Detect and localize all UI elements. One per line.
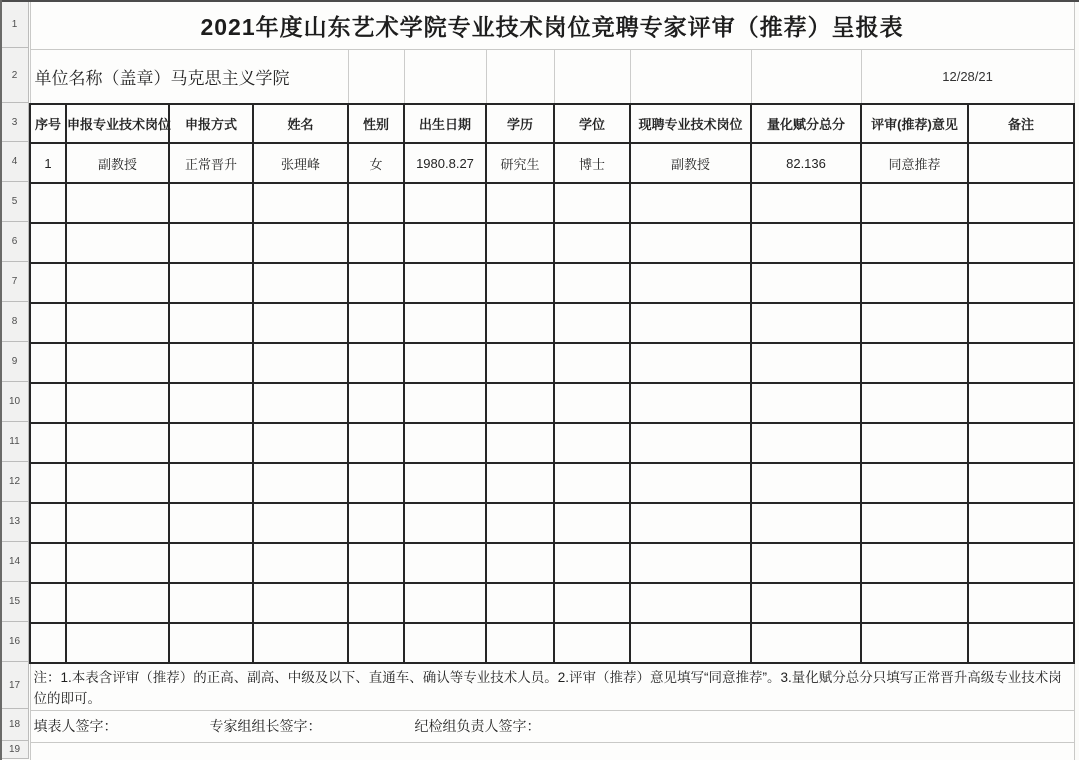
empty-cell[interactable] (66, 343, 169, 383)
empty-cell[interactable] (486, 423, 554, 463)
empty-cell[interactable] (861, 223, 968, 263)
empty-cell[interactable] (630, 583, 751, 623)
row-number-cell[interactable]: 2 (0, 48, 29, 103)
empty-cell[interactable] (169, 623, 253, 663)
table-row (30, 223, 1074, 263)
empty-cell[interactable] (66, 383, 169, 423)
empty-cell[interactable] (486, 223, 554, 263)
empty-cell[interactable] (30, 463, 66, 503)
empty-cell[interactable] (348, 583, 404, 623)
empty-cell[interactable] (253, 623, 348, 663)
filler-signature-label: 填表人签字： (33, 718, 118, 734)
empty-cell[interactable] (404, 463, 486, 503)
empty-cell[interactable] (30, 623, 66, 663)
empty-cell[interactable] (861, 383, 968, 423)
column-header-8[interactable]: 现聘专业技术岗位 (630, 104, 751, 143)
empty-cell[interactable] (554, 343, 630, 383)
empty-cell[interactable] (554, 303, 630, 343)
empty-cell[interactable] (751, 303, 861, 343)
column-header-10[interactable]: 评审(推荐)意见 (861, 104, 968, 143)
row-number-cell[interactable]: 4 (0, 142, 29, 182)
table-row (30, 503, 1074, 543)
data-cell[interactable]: 正常晋升 (169, 143, 253, 183)
empty-cell[interactable] (66, 583, 169, 623)
discipline-inspector-signature-label: 纪检组负责人签字： (414, 718, 541, 734)
empty-cell[interactable] (630, 303, 751, 343)
row-number-cell[interactable]: 11 (0, 422, 29, 462)
data-cell[interactable]: 副教授 (66, 143, 169, 183)
empty-cell[interactable] (751, 423, 861, 463)
empty-cell[interactable] (66, 463, 169, 503)
unit-row-empty-cell[interactable] (630, 49, 751, 104)
empty-cell[interactable] (66, 543, 169, 583)
empty-cell[interactable] (861, 503, 968, 543)
empty-cell[interactable] (630, 263, 751, 303)
unit-row-empty-cell[interactable] (348, 49, 404, 104)
empty-cell[interactable] (968, 463, 1074, 503)
empty-cell[interactable] (751, 503, 861, 543)
row-number-cell[interactable]: 14 (0, 542, 29, 582)
empty-cell[interactable] (169, 543, 253, 583)
empty-cell[interactable] (861, 423, 968, 463)
empty-cell[interactable] (554, 383, 630, 423)
empty-cell[interactable] (968, 343, 1074, 383)
empty-cell[interactable] (554, 543, 630, 583)
empty-cell[interactable] (968, 623, 1074, 663)
empty-cell[interactable] (554, 183, 630, 223)
empty-cell[interactable] (348, 543, 404, 583)
empty-cell[interactable] (404, 303, 486, 343)
data-cell[interactable]: 1 (30, 143, 66, 183)
table-row (30, 343, 1074, 383)
empty-cell[interactable] (30, 383, 66, 423)
empty-cell[interactable] (554, 423, 630, 463)
empty-cell[interactable] (486, 183, 554, 223)
empty-cell[interactable] (861, 583, 968, 623)
empty-cell[interactable] (404, 223, 486, 263)
empty-cell[interactable] (630, 543, 751, 583)
empty-cell[interactable] (348, 303, 404, 343)
empty-cell[interactable] (751, 343, 861, 383)
data-cell[interactable]: 同意推荐 (861, 143, 968, 183)
column-header-4[interactable]: 性别 (348, 104, 404, 143)
empty-cell[interactable] (30, 263, 66, 303)
empty-cell[interactable] (861, 623, 968, 663)
column-header-6[interactable]: 学历 (486, 104, 554, 143)
empty-cell[interactable] (253, 503, 348, 543)
data-cell[interactable]: 副教授 (630, 143, 751, 183)
empty-cell[interactable] (404, 583, 486, 623)
empty-cell[interactable] (30, 543, 66, 583)
empty-cell[interactable] (253, 583, 348, 623)
empty-cell[interactable] (169, 263, 253, 303)
empty-cell[interactable] (404, 383, 486, 423)
data-cell[interactable]: 研究生 (486, 143, 554, 183)
signature-cell[interactable] (30, 710, 1074, 742)
row-number-cell[interactable]: 18 (0, 709, 29, 741)
empty-cell[interactable] (348, 223, 404, 263)
empty-cell[interactable] (404, 543, 486, 583)
empty-cell[interactable] (968, 183, 1074, 223)
row-number-gutter (0, 0, 29, 759)
sheet-left-border (0, 0, 2, 760)
empty-cell[interactable] (169, 183, 253, 223)
empty-cell[interactable] (751, 543, 861, 583)
empty-cell[interactable] (751, 183, 861, 223)
table-row (30, 303, 1074, 343)
empty-cell[interactable] (861, 463, 968, 503)
column-header-1[interactable]: 申报专业技术岗位 (66, 104, 169, 143)
row-number-cell[interactable]: 10 (0, 382, 29, 422)
empty-cell[interactable] (404, 343, 486, 383)
empty-cell[interactable] (30, 423, 66, 463)
empty-cell[interactable] (30, 583, 66, 623)
empty-cell[interactable] (66, 223, 169, 263)
empty-cell[interactable] (968, 223, 1074, 263)
table-row (30, 543, 1074, 583)
empty-cell[interactable] (751, 463, 861, 503)
table-row (30, 183, 1074, 223)
empty-cell[interactable] (486, 383, 554, 423)
empty-cell[interactable] (66, 303, 169, 343)
column-header-11[interactable]: 备注 (968, 104, 1074, 143)
empty-cell[interactable] (253, 223, 348, 263)
data-cell[interactable]: 张理峰 (253, 143, 348, 183)
empty-cell[interactable] (348, 423, 404, 463)
empty-cell[interactable] (968, 303, 1074, 343)
empty-cell[interactable] (404, 183, 486, 223)
empty-cell[interactable] (486, 543, 554, 583)
table-row (30, 623, 1074, 663)
empty-cell[interactable] (253, 543, 348, 583)
empty-cell[interactable] (968, 503, 1074, 543)
unit-row-empty-cell[interactable] (404, 49, 486, 104)
empty-cell[interactable] (554, 263, 630, 303)
unit-row-empty-cell[interactable] (554, 49, 630, 104)
table-row (30, 263, 1074, 303)
note-cell[interactable]: 注：1.本表含评审（推荐）的正高、副高、中级及以下、直通车、确认等专业技术人员。2.评审（推荐）意见填写“同意推荐”。3.量化赋分总分只填写正常晋升高级专业技术岗位的即可。 (30, 663, 1074, 710)
empty-cell[interactable] (554, 503, 630, 543)
row-number-cell[interactable]: 16 (0, 622, 29, 662)
empty-cell[interactable] (169, 463, 253, 503)
column-header-7[interactable]: 学位 (554, 104, 630, 143)
empty-cell[interactable] (169, 343, 253, 383)
empty-cell[interactable] (169, 503, 253, 543)
empty-cell[interactable] (861, 263, 968, 303)
empty-cell[interactable] (861, 303, 968, 343)
empty-cell[interactable] (253, 383, 348, 423)
empty-cell[interactable] (486, 303, 554, 343)
empty-cell[interactable] (404, 623, 486, 663)
data-cell[interactable] (968, 143, 1074, 183)
empty-cell[interactable] (554, 583, 630, 623)
empty-cell[interactable] (630, 343, 751, 383)
empty-cell[interactable] (486, 583, 554, 623)
title-cell[interactable]: 2021年度山东艺术学院专业技术岗位竞聘专家评审（推荐）呈报表 (30, 1, 1074, 49)
empty-cell[interactable] (486, 343, 554, 383)
table-row (30, 583, 1074, 623)
empty-cell[interactable] (968, 543, 1074, 583)
empty-cell[interactable] (554, 623, 630, 663)
row-number-cell[interactable]: 19 (0, 741, 29, 759)
empty-cell[interactable] (751, 223, 861, 263)
column-header-9[interactable]: 量化赋分总分 (751, 104, 861, 143)
empty-cell[interactable] (30, 183, 66, 223)
empty-cell[interactable] (554, 223, 630, 263)
row-number-cell[interactable]: 1 (0, 0, 29, 48)
table-row (30, 463, 1074, 503)
date-cell[interactable]: 12/28/21 (861, 49, 1074, 104)
column-header-5[interactable]: 出生日期 (404, 104, 486, 143)
empty-cell[interactable] (169, 223, 253, 263)
empty-cell[interactable] (30, 303, 66, 343)
empty-cell[interactable] (66, 263, 169, 303)
unit-row-empty-cell[interactable] (751, 49, 861, 104)
empty-cell[interactable] (630, 463, 751, 503)
empty-cell[interactable] (751, 583, 861, 623)
empty-cell[interactable] (968, 383, 1074, 423)
empty-cell[interactable] (169, 383, 253, 423)
empty-cell[interactable] (348, 503, 404, 543)
empty-cell[interactable] (30, 223, 66, 263)
empty-cell[interactable] (751, 383, 861, 423)
row-number-cell[interactable]: 6 (0, 222, 29, 262)
empty-cell[interactable] (348, 183, 404, 223)
row-number-cell[interactable]: 5 (0, 182, 29, 222)
empty-cell[interactable] (253, 343, 348, 383)
empty-cell[interactable] (404, 423, 486, 463)
empty-cell[interactable] (861, 183, 968, 223)
row-number-cell[interactable]: 8 (0, 302, 29, 342)
empty-cell[interactable] (968, 263, 1074, 303)
row-number-cell[interactable]: 13 (0, 502, 29, 542)
empty-cell[interactable] (630, 503, 751, 543)
column-header-2[interactable]: 申报方式 (169, 104, 253, 143)
expert-leader-signature-label: 专家组组长签字： (209, 718, 322, 734)
row-number-cell[interactable]: 15 (0, 582, 29, 622)
table-row (30, 423, 1074, 463)
empty-cell[interactable] (861, 343, 968, 383)
empty-cell[interactable] (66, 623, 169, 663)
empty-cell[interactable] (404, 263, 486, 303)
row-number-cell[interactable]: 7 (0, 262, 29, 302)
empty-cell[interactable] (348, 463, 404, 503)
row-number-cell[interactable]: 3 (0, 103, 29, 142)
empty-cell[interactable] (751, 623, 861, 663)
empty-cell[interactable] (968, 423, 1074, 463)
empty-cell[interactable] (348, 343, 404, 383)
report-table (29, 0, 1075, 760)
empty-cell[interactable] (30, 343, 66, 383)
empty-cell[interactable] (486, 503, 554, 543)
empty-cell[interactable] (66, 183, 169, 223)
column-header-0[interactable]: 序号 (30, 104, 66, 143)
empty-cell[interactable] (554, 463, 630, 503)
row-number-cell[interactable]: 9 (0, 342, 29, 382)
empty-cell[interactable] (861, 543, 968, 583)
unit-row-empty-cell[interactable] (486, 49, 554, 104)
empty-cell[interactable] (630, 383, 751, 423)
empty-cell[interactable] (968, 583, 1074, 623)
empty-cell[interactable] (630, 623, 751, 663)
empty-cell[interactable] (630, 183, 751, 223)
empty-cell[interactable] (169, 423, 253, 463)
empty-cell[interactable] (348, 383, 404, 423)
data-cell[interactable]: 82.136 (751, 143, 861, 183)
empty-cell[interactable] (404, 503, 486, 543)
empty-cell[interactable] (253, 183, 348, 223)
data-cell[interactable]: 博士 (554, 143, 630, 183)
empty-cell[interactable] (486, 623, 554, 663)
empty-cell[interactable] (348, 623, 404, 663)
unit-name-cell[interactable]: 单位名称（盖章）马克思主义学院 (30, 49, 348, 104)
empty-cell[interactable] (169, 303, 253, 343)
table-row (30, 383, 1074, 423)
empty-cell[interactable] (348, 263, 404, 303)
empty-cell[interactable] (30, 503, 66, 543)
empty-cell[interactable] (66, 423, 169, 463)
empty-cell[interactable] (169, 583, 253, 623)
sheet-top-border (0, 0, 1079, 2)
empty-cell[interactable] (486, 263, 554, 303)
row-number-cell[interactable]: 12 (0, 462, 29, 502)
empty-cell[interactable] (253, 463, 348, 503)
empty-cell[interactable] (253, 423, 348, 463)
empty-cell[interactable] (630, 423, 751, 463)
empty-cell[interactable] (30, 742, 1074, 760)
empty-cell[interactable] (66, 503, 169, 543)
empty-cell[interactable] (486, 463, 554, 503)
column-header-3[interactable]: 姓名 (253, 104, 348, 143)
empty-cell[interactable] (630, 223, 751, 263)
row-number-cell[interactable]: 17 (0, 662, 29, 709)
empty-cell[interactable] (253, 263, 348, 303)
data-cell[interactable]: 1980.8.27 (404, 143, 486, 183)
empty-cell[interactable] (253, 303, 348, 343)
data-cell[interactable]: 女 (348, 143, 404, 183)
empty-cell[interactable] (751, 263, 861, 303)
